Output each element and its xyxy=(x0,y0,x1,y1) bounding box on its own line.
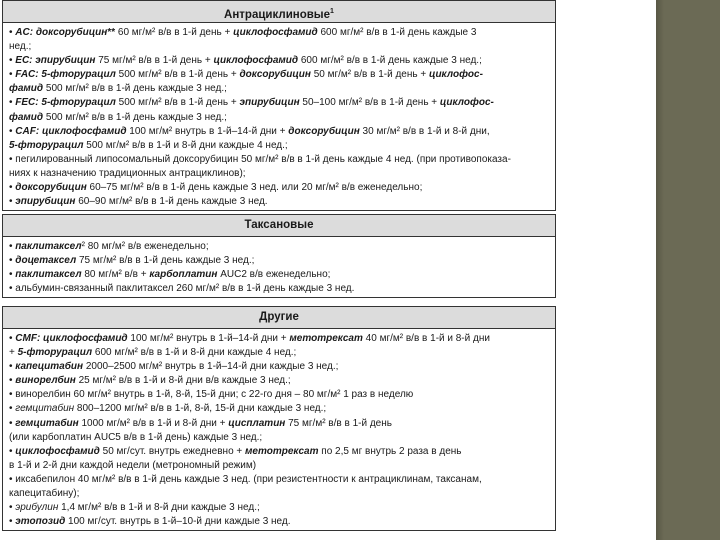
drug-name: циклофос- xyxy=(428,69,483,81)
regimen-line xyxy=(9,254,549,268)
regimen-line xyxy=(9,459,549,473)
regimen-line xyxy=(9,402,549,416)
regimen-line xyxy=(9,125,549,139)
regimen-text: • xyxy=(9,241,16,252)
regimen-text: • xyxy=(9,69,16,81)
regimen-line xyxy=(9,360,549,374)
regimen-text: 100 мг/м² внутрь в 1-й–14-й дни + xyxy=(126,125,289,137)
regimen-line xyxy=(9,282,549,296)
regimen-text: 600 мг/м² в/в в 1-й день каждые 3 xyxy=(317,27,477,38)
section-title: Другие xyxy=(259,311,299,323)
regimen-text: • xyxy=(9,27,16,38)
regimen-line xyxy=(9,332,549,346)
drug-name: паклитаксел xyxy=(15,241,82,252)
regimen-text: 50–100 мг/м² в/в в 1-й день + xyxy=(299,97,440,109)
section-header xyxy=(3,307,555,329)
regimen-text: AUC2 в/в еженедельно; xyxy=(217,269,331,281)
drug-name: фамид xyxy=(9,83,44,95)
drug-name: этопозид xyxy=(15,516,66,528)
drug-name: эпирубицин xyxy=(15,196,76,208)
regimen-text: 75 мг/м² в/в в 1-й день + xyxy=(95,55,214,67)
regimen-text: 2000–2500 мг/м² внутрь в 1-й–14-й дни каждые 3 нед.; xyxy=(83,361,339,373)
regimen-text: • xyxy=(9,403,16,415)
drug-name: гемцитабин xyxy=(15,403,75,415)
drug-name: доцетаксел xyxy=(15,255,77,267)
regimen-text: 75 мг/м² в/в в 1-й день каждые 3 нед.; xyxy=(76,255,255,267)
drug-name: паклитаксел xyxy=(15,269,82,281)
section-header xyxy=(3,215,555,237)
drug-name: доксорубицин xyxy=(239,69,311,81)
regimen-line xyxy=(9,515,549,529)
regimen-line xyxy=(9,240,549,254)
regimen-text: • xyxy=(9,182,16,194)
regimen-text: 500 мг/м² в/в в 1-й день каждые 3 нед.; xyxy=(43,83,227,95)
regimen-text: капецитабину); xyxy=(9,488,80,500)
drug-name: доксорубицин xyxy=(15,182,87,194)
regimen-text: 50 мг/м² в/в в 1-й день + xyxy=(310,69,429,81)
regimen-text: 500 мг/м² в/в в 1-й день + xyxy=(115,97,240,109)
drug-name: EC: эпирубицин xyxy=(15,55,96,67)
regimen-text: по 2,5 мг внутрь 2 раза в день xyxy=(318,445,462,457)
regimen-text: 50 мг/сут. внутрь ежедневно + xyxy=(99,445,246,457)
regimen-line xyxy=(9,82,549,96)
section-body xyxy=(3,23,555,209)
regimen-line xyxy=(9,54,549,68)
drug-name: циклофос- xyxy=(439,97,494,109)
drug-name: метотрексат xyxy=(289,333,363,344)
regimen-text: • xyxy=(9,196,16,208)
section-title-footnote: 1 xyxy=(330,8,334,15)
regimen-line xyxy=(9,268,549,282)
regimen-line xyxy=(9,487,549,501)
regimen-text: • xyxy=(9,97,16,109)
regimen-text: 800–1200 мг/м² в/в в 1-й, 8-й, 15-й дни каждые 3 нед.; xyxy=(74,403,327,415)
drug-name: гемцитабин xyxy=(15,417,79,429)
regimen-line xyxy=(9,417,549,431)
regimen-text: 30 мг/м² в/в в 1-й и 8-й дни, xyxy=(359,125,490,137)
regimen-line xyxy=(9,501,549,515)
regimen-line xyxy=(9,40,549,54)
section-title: Антрациклиновые xyxy=(224,8,331,21)
side-panel-shadow xyxy=(656,0,664,540)
regimen-line xyxy=(9,111,549,125)
drug-name: AC: доксорубицин xyxy=(15,27,108,38)
regimen-line xyxy=(9,153,549,167)
regimen-text: • xyxy=(9,502,16,514)
drug-name: FEC: 5-фторурацил xyxy=(15,97,116,109)
regimen-line xyxy=(9,96,549,110)
regimen-text: (или карбоплатин AUC5 в/в в 1-й день) каждые 3 нед.; xyxy=(9,431,263,443)
regimen-text: 80 мг/м² в/в + xyxy=(81,269,150,281)
drug-name: метотрексат xyxy=(245,445,319,457)
regimen-line xyxy=(9,167,549,181)
regimen-line xyxy=(9,26,549,40)
drug-name: карбоплатин xyxy=(149,269,218,281)
drug-name: цисплатин xyxy=(228,417,286,429)
regimen-line xyxy=(9,431,549,445)
section-body xyxy=(3,329,555,529)
regimen-text: 500 мг/м² в/в в 1-й и 8-й дни каждые 4 нед.; xyxy=(83,139,288,151)
regimen-table-other xyxy=(2,306,556,531)
regimen-text: ² 80 мг/м² в/в еженедельно; xyxy=(81,241,209,252)
drug-name: FAC: 5-фторурацил xyxy=(15,69,116,81)
drug-name: циклофосфамид xyxy=(233,27,318,38)
regimen-text: • xyxy=(9,375,16,387)
regimen-table-taxanes xyxy=(2,214,556,298)
drug-name: эпирубицин xyxy=(239,97,300,109)
regimen-line xyxy=(9,388,549,402)
regimen-text: • xyxy=(9,255,16,267)
regimen-text: • альбумин-связанный паклитаксел 260 мг/м² в/в в 1-й день каждые 3 нед. xyxy=(9,283,355,295)
regimen-text: 1000 мг/м² в/в в 1-й и 8-й дни + xyxy=(78,417,229,429)
regimen-text: 600 мг/м² в/в в 1-й день каждые 3 нед.; xyxy=(298,55,482,67)
regimen-text: 25 мг/м² в/в в 1-й и 8-й дни в/в каждые 3 нед.; xyxy=(75,375,291,387)
regimen-text: • xyxy=(9,55,16,67)
regimen-text: 100 мг/сут. внутрь в 1-й–10-й дни каждые 3 нед. xyxy=(65,516,291,528)
regimen-text: ниях к назначению традиционных антрациклинов); xyxy=(9,167,246,179)
regimen-text: • xyxy=(9,333,16,344)
regimen-text: 1,4 мг/м² в/в в 1-й и 8-й дни каждые 3 нед.; xyxy=(58,502,260,514)
regimen-text: • xyxy=(9,445,16,457)
regimen-line xyxy=(9,139,549,153)
regimen-line xyxy=(9,181,549,195)
drug-name: 5-фторурацил xyxy=(17,347,93,359)
regimen-line xyxy=(9,473,549,487)
regimen-text: • xyxy=(9,516,16,528)
regimen-text: + xyxy=(9,347,18,359)
regimen-text: 60–75 мг/м² в/в в 1-й день каждые 3 нед. или 20 мг/м² в/в еженедельно; xyxy=(86,182,423,194)
drug-name: капецитабин xyxy=(15,361,84,373)
regimen-line xyxy=(9,68,549,82)
regimen-text: 100 мг/м² внутрь в 1-й–14-й дни + xyxy=(127,333,290,344)
footnote-mark: ** xyxy=(107,27,116,38)
regimen-text: • xyxy=(9,417,16,429)
regimen-text: 40 мг/м² в/в в 1-й и 8-й дни xyxy=(362,333,490,344)
regimen-text: • xyxy=(9,125,16,137)
drug-name: CMF: циклофосфамид xyxy=(15,333,128,344)
regimen-text: • винорелбин 60 мг/м² внутрь в 1-й, 8-й, 15-й дни; с 22-го дня – 80 мг/м² 1 раз в неделю xyxy=(9,389,414,401)
slide-side-panel xyxy=(656,0,720,540)
section-title: Таксановые xyxy=(244,219,314,231)
drug-name: 5-фторурацил xyxy=(9,139,84,151)
regimen-line xyxy=(9,374,549,388)
regimen-line xyxy=(9,445,549,459)
drug-name: циклофосфамид xyxy=(15,445,100,457)
regimen-text: в 1-й и 2-й дни каждой недели (метрономный режим) xyxy=(9,459,257,471)
regimen-line xyxy=(9,346,549,360)
regimen-text: 500 мг/м² в/в в 1-й день каждые 3 нед.; xyxy=(43,111,227,123)
drug-name: доксорубицин xyxy=(288,125,360,137)
regimen-text: 60 мг/м² в/в в 1-й день + xyxy=(115,27,234,38)
regimen-text: нед.; xyxy=(9,41,32,53)
drug-name: винорелбин xyxy=(15,375,76,387)
regimen-text: 60–90 мг/м² в/в в 1-й день каждые 3 нед. xyxy=(75,196,268,208)
drug-name: CAF: циклофосфамид xyxy=(15,125,127,137)
regimen-text: 500 мг/м² в/в в 1-й день + xyxy=(115,69,240,81)
section-body xyxy=(3,237,555,296)
drug-name: эрибулин xyxy=(15,502,59,514)
section-header xyxy=(3,1,555,23)
regimen-text: • xyxy=(9,361,16,373)
regimen-text: 75 мг/м² в/в в 1-й день xyxy=(285,417,392,429)
regimen-text: • xyxy=(9,269,16,281)
regimen-text: 600 мг/м² в/в в 1-й и 8-й дни каждые 4 нед.; xyxy=(92,347,297,359)
drug-name: циклофосфамид xyxy=(213,55,299,67)
drug-name: фамид xyxy=(9,111,44,123)
regimen-table-anthracyclines xyxy=(2,0,556,211)
regimen-text: • иксабепилон 40 мг/м² в/в в 1-й день каждые 3 нед. (при резистентности к антрациклинам, таксанам, xyxy=(9,473,482,485)
regimen-line xyxy=(9,195,549,209)
regimen-text: • пегилированный липосомальный доксорубицин 50 мг/м² в/в в 1-й день каждые 4 нед. (при противопоказа- xyxy=(9,153,511,165)
